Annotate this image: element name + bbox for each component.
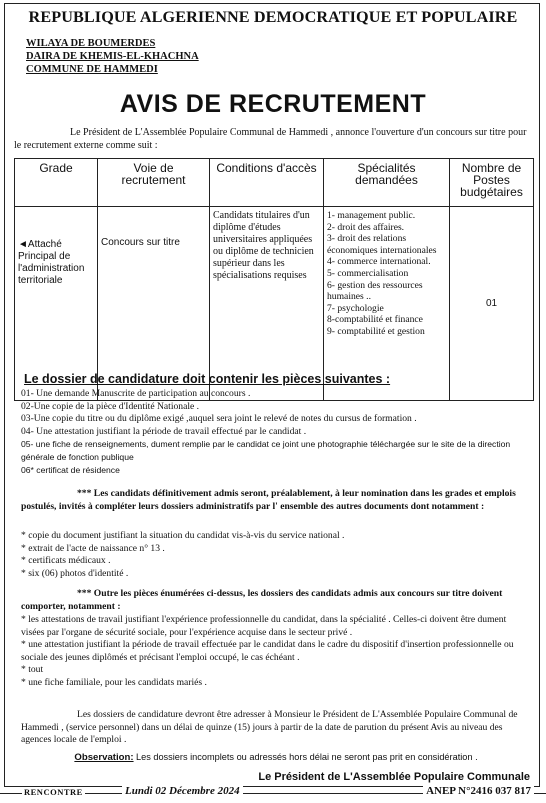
- list-item: * certificats médicaux .: [21, 555, 111, 567]
- observation-label: Observation:: [74, 752, 134, 763]
- list-item: 7- psychologie: [327, 302, 384, 314]
- cell-voie: Concours sur titre: [98, 207, 210, 401]
- list-item: 05- une fiche de renseignements, dument remplie par le candidat ce joint une photographie téléchargée sur le site de la direction générale de fonction publique: [21, 439, 511, 462]
- list-item: 01- Une demande Manuscrite de participation au concours .: [21, 388, 251, 399]
- daira-line: DAIRA DE KHEMIS-EL-KHACHNA: [26, 51, 199, 62]
- list-item: 1- management public.: [327, 210, 416, 221]
- republic-heading: REPUBLIQUE ALGERIENNE DEMOCRATIQUE ET POPULAIRE: [28, 8, 518, 26]
- recruitment-table: [14, 158, 534, 401]
- list-item: 03-Une copie du titre ou du diplôme exigé ,auquel sera joint le relevé de notes du cursus de formation .: [21, 413, 417, 425]
- list-item: 8-comptabilité et finance: [327, 314, 423, 326]
- list-item: 9- comptabilité et gestion: [327, 325, 425, 337]
- dossier-heading: Le dossier de candidature doit contenir les pièces suivantes :: [24, 372, 391, 386]
- publication-name: RENCONTRE: [24, 787, 83, 797]
- list-item: 4- commerce international.: [327, 256, 431, 268]
- list-item: * copie du document justifiant la situation du candidat vis-à-vis du service national .: [21, 530, 345, 541]
- list-item: 5- commercialisation: [327, 267, 409, 279]
- header-specialites: Spécialités demandées: [324, 159, 450, 207]
- admis-paragraph: *** Les candidats définitivement admis seront, préalablement, à leur nomination dans les grades et emplois postulés, invités à compléter leurs dossiers administratifs par l' ensemble des autres documents dont notamment :: [21, 488, 516, 512]
- intro-paragraph: Le Président de L'Assemblée Populaire Communal de Hammedi , annonce l'ouverture d'un concours sur titre pour le recrutement externe comme suit :: [14, 127, 527, 151]
- outre-list: [21, 614, 531, 690]
- list-item: * extrait de l'acte de naissance n° 13 .: [21, 542, 165, 554]
- cell-nombre: 01: [450, 207, 534, 401]
- list-item: 6- gestion des ressources humaines ..: [327, 279, 423, 303]
- list-item: * les attestations de travail justifiant l'expérience professionnelle du candidat, dans la spécialité . Celles-ci doivent être dument visées par l'organe de sécurité sociale, pour l'expérience acquise dans le secteur privé .: [21, 614, 507, 638]
- cell-grade: ◄Attaché Principal de l'administration territoriale: [15, 207, 98, 401]
- header-nombre: Nombre de Postes budgétaires: [450, 159, 534, 207]
- observation: [21, 751, 531, 765]
- wilaya-line: WILAYA DE BOUMERDES: [26, 38, 156, 49]
- outre-paragraph: *** Outre les pièces énumérées ci-dessus, les dossiers des candidats admis aux concours sur titre doivent comporter, notamment :: [21, 588, 503, 612]
- list-item: 02-Une copie de la pièce d'Identité Nationale .: [21, 400, 200, 412]
- commune-line: COMMUNE DE HAMMEDI: [26, 64, 158, 75]
- signature: Le Président de L'Assemblée Populaire Communale: [258, 771, 530, 783]
- observation-text: Les dossiers incomplets ou adressés hors délai ne seront pas prit en considération .: [135, 752, 478, 762]
- dossier-list: [21, 388, 531, 476]
- header-conditions: Conditions d'accès: [210, 159, 324, 207]
- page-title: AVIS DE RECRUTEMENT: [119, 90, 427, 118]
- header-grade: Grade: [15, 159, 98, 207]
- list-item: * une attestation justifiant la période de travail effectuée par le candidat dans le cadre du dispositif d'insertion professionnelle ou sociale des jeunes diplômés et précisant l'emploi occupé, le cas échéant .: [21, 639, 514, 663]
- admis-list: [21, 530, 531, 580]
- anep-number: ANEP N°2416 037 817: [423, 785, 534, 797]
- cell-conditions: Candidats titulaires d'un diplôme d'études universitaires appliquées ou diplôme de technicien supérieur dans les spécialisations requises: [210, 207, 324, 401]
- list-item: * tout: [21, 664, 44, 676]
- closing-paragraph: Les dossiers de candidature devront être adresser à Monsieur le Président de L'Assemblée Populaire Communal de Hammedi , (service personnel) dans un délai de quinze (15) jours à partir de la date de parution du présent Avis au niveau des agences locale de l'emploi .: [21, 709, 518, 746]
- table-header-row: [15, 159, 534, 207]
- list-item: 06* certificat de résidence: [21, 464, 120, 475]
- list-item: 04- Une attestation justifiant la période de travail effectué par le candidat .: [21, 425, 307, 437]
- list-item: * six (06) photos d'identité .: [21, 567, 129, 579]
- header-voie: Voie de recrutement: [98, 159, 210, 207]
- list-item: 3- droit des relations économiques internationales: [327, 233, 437, 256]
- list-item: 2- droit des affaires.: [327, 221, 405, 233]
- publication-date: Lundi 02 Décembre 2024: [122, 785, 243, 797]
- list-item: * une fiche familiale, pour les candidats mariés .: [21, 676, 207, 688]
